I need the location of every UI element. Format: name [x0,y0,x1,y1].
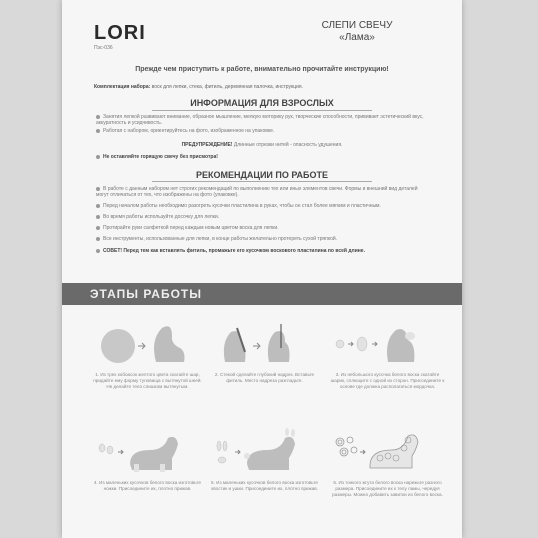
arrow-icon [118,450,123,454]
kit-contents [94,84,303,90]
bullet-icon [96,129,100,133]
bullet-icon [96,187,100,191]
kit-text: воск для лепки, стека, фитиль, деревянная палочка, инструкция. [151,84,303,90]
bullet-icon [96,204,100,208]
arrow-icon [138,343,145,349]
step-caption: 2. Стекой сделайте глубокий надрез. Вставьте фитиль. Место надреза разгладьте. [214,372,315,383]
recommendation-item: Протирайте руки салфеткой перед каждым новым цветом воска для лепки. [96,225,426,231]
leg-icon [160,464,165,472]
adults-item-last: Не оставляйте горящую свечу без присмотра! [96,154,426,160]
step-6-illustration [330,426,445,476]
read-instructions-warning: Прежде чем приступить к работе, внимательно прочитайте инструкцию! [135,66,389,73]
leg-piece-icon [107,446,113,454]
step-caption: 1. Из трех кобоасок желтого цвета скатайте шар, придайте ему форму туловища с вытянутой шеей. Не делайте тело слишком вытянутым. [93,372,202,389]
divider [152,181,372,182]
arrow-icon [235,450,240,454]
ear-icon [285,428,289,436]
recommendation-item: Все инструменты, использованные для лепки, в конце работы желательно протереть сухой тряпкой. [96,236,426,242]
arrow-icon [360,450,365,454]
step-1-illustration [90,318,205,368]
step-caption: 6. Из тонкого жгута белого воска нарежьте разного размера. Присоедините их к телу ламы, чередуя размеры. Можно добавить завитки из белого воска. [332,480,443,497]
tail-icon [244,453,250,459]
llama-body-icon [268,331,290,362]
adults-item: Занятия лепкой развивают внимание, образное мышление, мелкую моторику рук, творческие способности, прививает эстетический вкус, аккуратность и усидчивость. [96,114,424,126]
step-6 [330,426,445,498]
recommendation-tip: СОВЕТ! Перед тем как вставлять фитиль, промажьте его кусочком воскового пластилина по всей длине. [96,248,426,254]
muzzle-icon [405,332,415,340]
tail-piece-icon [218,457,226,463]
adults-item: Работая с набором, ориентируйтесь на фото, изображенное на упаковке. [96,128,426,134]
recommendation-item: Перед началом работы необходимо разогреть кусочки пластилина в руках, чтобы он стал более мягким и пластичным. [96,203,426,209]
ear-icon [291,429,295,437]
bullet-icon [96,237,100,241]
llama-body-icon [247,437,295,470]
step-3-illustration [330,318,445,368]
bullet-icon [96,249,100,253]
flattened-ball-icon [357,337,367,351]
divider [152,110,372,111]
step-2-illustration [207,318,322,368]
ear-piece-icon [223,441,227,451]
bullet-icon [96,155,100,159]
arrow-icon [253,343,260,349]
wax-ball-icon [101,329,135,363]
product-title [282,20,432,44]
arrow-icon [372,342,377,346]
caution-label: ПРЕДУПРЕЖДЕНИЕ! [181,142,233,148]
step-5-illustration [207,426,322,476]
arrow-icon [348,342,353,346]
bullet-icon [96,115,100,119]
product-title-line1: СЛЕПИ СВЕЧУ [321,20,393,31]
step-caption: 3. Из небольшого кусочка белого воска скатайте шарик, сплющите с одной из сторон. Присоедините к основе где должна располагаться мордочка. [330,372,445,389]
caution-note [62,142,462,148]
bullet-icon [96,215,100,219]
brand-logo: LORI [94,22,146,44]
llama-body-icon [154,326,185,362]
product-title-line2: «Лама» [339,32,375,43]
swirl-pieces-icon [336,437,357,456]
step-caption: 4. Из маленьких кусочков белого воска изготовьте ножки. Присоедините их, плотно прижав. [94,480,201,491]
kit-label: Комплектация набора: [94,84,151,90]
bullet-icon [96,226,100,230]
step-4 [90,426,205,492]
instruction-sheet [62,0,462,538]
leg-piece-icon [99,444,105,452]
step-5 [207,426,322,492]
caution-text: Длинные отрезки нитей - опасность удушения. [233,142,343,148]
recommendations-heading: РЕКОМЕНДАЦИИ ПО РАБОТЕ [195,170,329,180]
step-1 [90,318,205,390]
leg-icon [134,464,139,472]
step-caption: 5. Из маленьких кусочков белого воска изготовьте хвостик и ушки. Присоедините их, плотно прижав. [211,480,318,491]
article-number: Пэс-036 [94,45,113,51]
stages-banner [62,283,462,305]
step-2 [207,318,322,384]
ear-piece-icon [217,441,221,451]
step-4-illustration [90,426,205,476]
white-ball-icon [336,340,344,348]
stages-title: ЭТАПЫ РАБОТЫ [90,287,202,301]
adults-heading: ИНФОРМАЦИЯ ДЛЯ ВЗРОСЛЫХ [190,98,334,108]
step-3 [330,318,445,390]
recommendation-item: В работе с данным набором нет строгих рекомендаций по выполнению тех или иных элементов свечи. Формы и внешний вид деталей могут отличаться от тех, что изображены на фото (упаковке). [96,186,418,198]
recommendation-item: Во время работы используйте досочку для лепки. [96,214,426,220]
